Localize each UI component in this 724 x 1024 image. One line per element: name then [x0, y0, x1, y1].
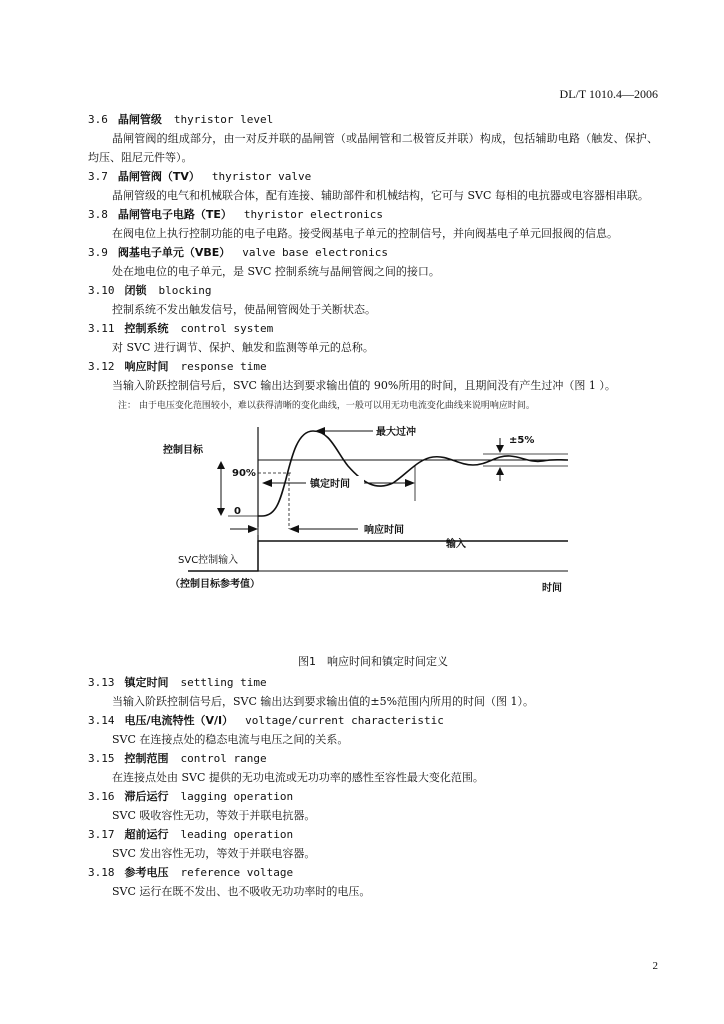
- ninety-percent-label: 90%: [232, 468, 256, 479]
- term-chinese: 电压/电流特性（V/I）: [124, 714, 234, 727]
- term-english: settling time: [180, 676, 267, 689]
- term-number: 3.9: [88, 246, 108, 259]
- term-heading: [88, 243, 658, 262]
- term-definition: 晶闸管阀的组成部分，由一对反并联的晶闸管（或晶闸管和二极管反并联）构成，包括辅助电路（触发、保护、均压、阻尼元件等）。: [88, 132, 658, 164]
- term-english: thyristor level: [173, 113, 274, 126]
- term-number: 3.17: [88, 828, 115, 841]
- term-english: thyristor electronics: [243, 208, 383, 221]
- figure-response-time: [88, 421, 658, 651]
- control-target-label: 控制目标: [163, 445, 203, 456]
- settling-time-arrow-head-left: [262, 479, 272, 487]
- term-heading: [88, 319, 658, 338]
- term-chinese: 晶闸管电子电路（TE）: [117, 208, 232, 221]
- term-english: control range: [180, 752, 267, 765]
- term-heading: [88, 281, 658, 300]
- term-chinese: 晶闸管阀（TV）: [117, 170, 200, 183]
- max-overshoot-label: 最大过冲: [376, 427, 416, 438]
- term-definition: SVC 发出容性无功，等效于并联电容器。: [112, 847, 316, 860]
- term-definition: 晶闸管级的电气和机械联合体，配有连接、辅助部件和机械结构，它可与 SVC 每相的电抗器或电容器相串联。: [112, 189, 649, 202]
- term-heading: [88, 863, 658, 882]
- term-definition: SVC 在连接点处的稳态电流与电压之间的关系。: [112, 733, 349, 746]
- term-english: blocking: [158, 284, 212, 297]
- term-definition: 在阀电位上执行控制功能的电子电路。接受阀基电子单元的控制信号，并向阀基电子单元回报阀的信息。: [112, 227, 618, 240]
- term-english: valve base electronics: [242, 246, 388, 259]
- term-heading: [88, 711, 658, 730]
- term-number: 3.7: [88, 170, 108, 183]
- svc-input-label: SVC控制输入: [178, 555, 239, 566]
- amplitude-arrow-head-up: [217, 461, 225, 469]
- term-heading: [88, 167, 658, 186]
- term-english: reference voltage: [180, 866, 294, 879]
- term-number: 3.16: [88, 790, 115, 803]
- term-definition: 当输入阶跃控制信号后，SVC 输出达到要求输出值的±5%范围内所用的时间（图 1）。: [112, 695, 535, 708]
- page-number: 2: [652, 960, 658, 972]
- settling-time-label: 镇定时间: [310, 479, 350, 490]
- reference-label: （控制目标参考值）: [170, 579, 260, 590]
- term-number: 3.18: [88, 866, 115, 879]
- term-definition: SVC 吸收容性无功，等效于并联电抗器。: [112, 809, 316, 822]
- note: 注： 由于电压变化范围较小，难以获得清晰的变化曲线，一般可以用无功电流变化曲线来说明响应时间。: [118, 401, 535, 411]
- figure-caption: 图1 响应时间和镇定时间定义: [298, 655, 448, 668]
- term-heading: [88, 205, 658, 224]
- term-definition: 在连接点处由 SVC 提供的无功电流或无功功率的感性至容性最大变化范围。: [112, 771, 484, 784]
- term-number: 3.10: [88, 284, 115, 297]
- band-arrow-upper-head: [496, 445, 504, 453]
- term-chinese: 响应时间: [124, 360, 169, 373]
- term-definition: SVC 运行在既不发出、也不吸收无功功率时的电压。: [112, 885, 371, 898]
- term-heading: [88, 357, 658, 376]
- time-label: 时间: [542, 583, 562, 594]
- response-time-diagram: [158, 421, 588, 649]
- term-number: 3.11: [88, 322, 115, 335]
- term-chinese: 控制范围: [124, 752, 169, 765]
- term-heading: [88, 110, 658, 129]
- input-step: [188, 541, 568, 571]
- term-heading: [88, 749, 658, 768]
- response-time-arrow-right-head: [289, 525, 299, 533]
- term-heading: [88, 825, 658, 844]
- term-heading: [88, 787, 658, 806]
- zero-label: 0: [234, 506, 241, 517]
- term-chinese: 阀基电子单元（VBE）: [117, 246, 231, 259]
- response-time-arrow-left-head: [248, 525, 258, 533]
- term-number: 3.8: [88, 208, 108, 221]
- term-chinese: 参考电压: [124, 866, 169, 879]
- term-english: thyristor valve: [211, 170, 312, 183]
- term-definition: 当输入阶跃控制信号后，SVC 输出达到要求输出值的 90%所用的时间，且期间没有产生过冲（图 1 ）。: [112, 379, 616, 392]
- term-english: lagging operation: [180, 790, 294, 803]
- term-chinese: 控制系统: [124, 322, 169, 335]
- term-chinese: 镇定时间: [124, 676, 169, 689]
- term-number: 3.6: [88, 113, 108, 126]
- term-chinese: 晶闸管级: [117, 113, 162, 126]
- band-label: ±5%: [509, 435, 535, 446]
- amplitude-arrow-head-down: [217, 508, 225, 516]
- term-number: 3.14: [88, 714, 115, 727]
- response-time-label: 响应时间: [364, 525, 404, 536]
- input-label: 输入: [446, 539, 466, 550]
- term-definition: 处在地电位的电子单元，是 SVC 控制系统与晶闸管阀之间的接口。: [112, 265, 440, 278]
- term-chinese: 滞后运行: [124, 790, 169, 803]
- band-arrow-lower-head: [496, 467, 504, 475]
- term-english: voltage/current characteristic: [245, 714, 444, 727]
- term-number: 3.15: [88, 752, 115, 765]
- document-id: DL/T 1010.4—2006: [559, 87, 658, 101]
- settling-time-arrow-head-right: [405, 479, 415, 487]
- term-definition: 控制系统不发出触发信号，使晶闸管阀处于关断状态。: [112, 303, 376, 316]
- term-definition: 对 SVC 进行调节、保护、触发和监测等单元的总称。: [112, 341, 374, 354]
- term-heading: [88, 673, 658, 692]
- terms-section-a: [88, 110, 658, 395]
- term-english: control system: [180, 322, 274, 335]
- page-content: [88, 110, 658, 901]
- terms-section-b: [88, 673, 658, 901]
- term-english: leading operation: [180, 828, 294, 841]
- term-chinese: 闭锁: [124, 284, 147, 297]
- max-overshoot-arrow-head: [315, 427, 325, 435]
- term-english: response time: [180, 360, 267, 373]
- term-number: 3.13: [88, 676, 115, 689]
- term-chinese: 超前运行: [124, 828, 169, 841]
- term-number: 3.12: [88, 360, 115, 373]
